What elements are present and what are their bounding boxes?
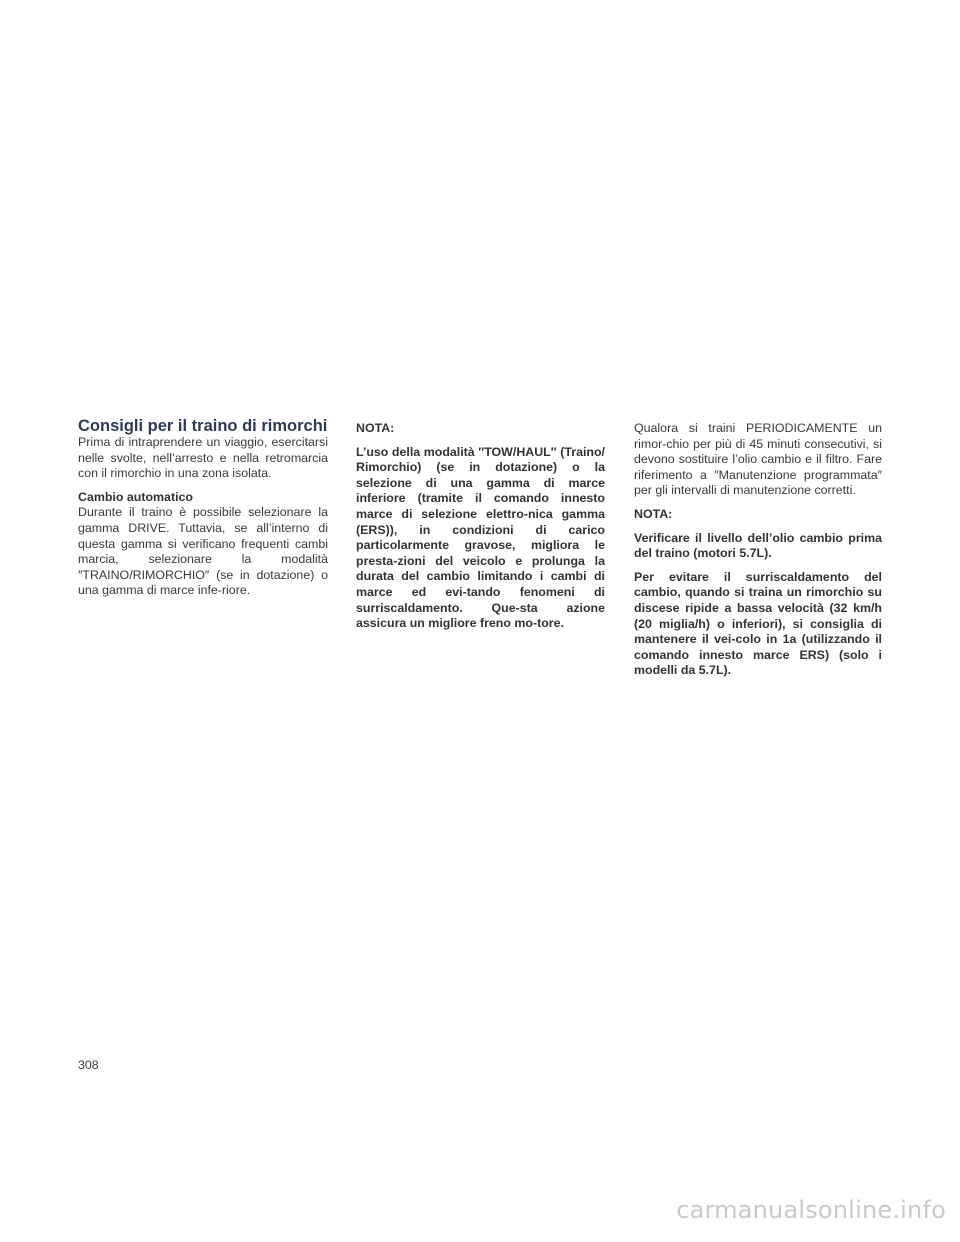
intro-paragraph: Prima di intraprendere un viaggio, esercitarsi nelle svolte, nell’arresto e nella retromarcia con il rimorchio in una zona isolata. <box>78 435 328 481</box>
watermark-text: carmanualsonline.info <box>676 1196 946 1224</box>
note-tow-haul-paragraph: L’uso della modalità ″TOW/HAUL″ (Traino/ Rimorchio) (se in dotazione) o la selezione di una gamma di marce inferiore (tramite il comando innesto marce di selezione elettro-nica gamma (ERS)), in condizioni di carico particolarmente gravose, migliora le presta-zioni del veicolo e prolunga la durata del cambio limitando i cambi di marce ed evi-tando fenomeni di surriscaldamento. Que-sta azione assicura un migliore freno mo-tore. <box>356 444 605 631</box>
section-title: Consigli per il traino di rimorchi <box>78 417 328 435</box>
automatic-transmission-paragraph: Durante il traino è possibile selezionare la gamma DRIVE. Tuttavia, se all’interno di questa gamma si verificano frequenti cambi marcia, selezionare la modalità ″TRAINO/RIMORCHIO″ (se in dotazione) o una gamma di marce infe-riore. <box>78 505 328 598</box>
note-label: NOTA: <box>634 506 673 521</box>
note-label: NOTA: <box>356 421 395 435</box>
note-overheating-paragraph: Per evitare il surriscaldamento del cambio, quando si traina un rimorchio su discese ripide a bassa velocità (32 km/h (20 miglia/h) o inferiori), si consiglia di mantenere il vei-colo in 1a (utilizzando il comando innesto marce ERS) (solo i modelli da 5.7L). <box>634 569 882 678</box>
note-check-oil-paragraph: Verificare il livello dell’olio cambio prima del traino (motori 5.7L). <box>634 530 882 561</box>
column-3 <box>634 421 882 687</box>
subheading-automatic-transmission: Cambio automatico <box>78 489 193 504</box>
periodic-towing-paragraph: Qualora si traini PERIODICAMENTE un rimor-chio per più di 45 minuti consecutivi, si devono sostituire l’olio cambio e il filtro. Fare riferimento a ″Manutenzione programmata″ per gli intervalli di manutenzione corretti. <box>634 421 882 498</box>
page-number: 308 <box>78 1058 99 1072</box>
column-1 <box>78 418 328 607</box>
column-2 <box>356 421 605 640</box>
